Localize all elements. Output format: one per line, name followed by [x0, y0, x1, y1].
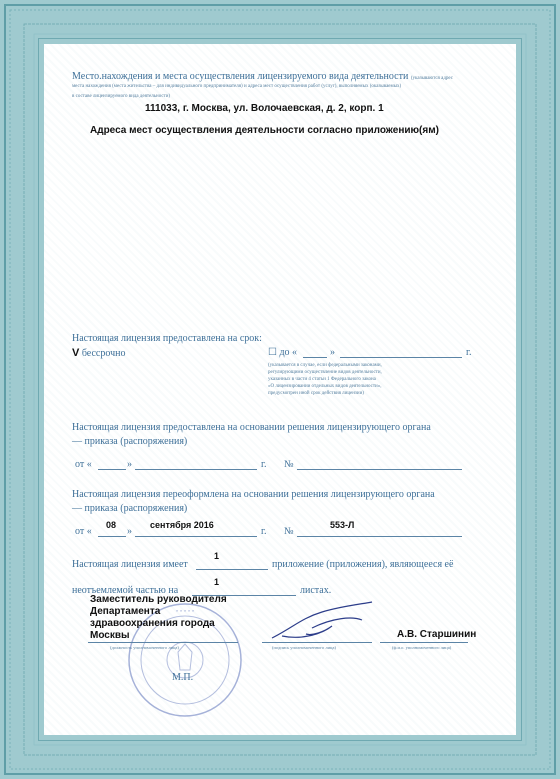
reissue-day-line [98, 536, 126, 537]
location-note-line2: места нахождения (места жительства – для индивидуального предпринимателя) и адреса мест осуществления работ (услуг), выполняемых (оказываемых) [72, 84, 402, 89]
signer-position-line1: Заместитель руководителя [90, 594, 227, 605]
name-caption: (ф.и.о. уполномоченного лица) [392, 645, 452, 650]
until-note-1: (указывается в случае, если федеральными законами, [268, 363, 382, 368]
position-caption: (должность уполномоченного лица) [110, 645, 179, 650]
signature-line [262, 642, 372, 643]
until-prefix: до « [279, 347, 298, 358]
license-address: 111033, г. Москва, ул. Волочаевская, д. 2, корп. 1 [145, 103, 384, 114]
reissue-date-mid: » [127, 526, 132, 537]
perpetual-checkbox-mark: V [72, 347, 80, 359]
reissue-line1: Настоящая лицензия переоформлена на основании решения лицензирующего органа [72, 489, 435, 500]
until-note-3: указанных в части 4 статьи 1 Федерального закона [268, 377, 376, 382]
basis-number-sign: № [284, 459, 294, 470]
reissue-number-line [297, 536, 462, 537]
until-mid: » [330, 347, 335, 358]
addresses-note: Адреса мест осуществления деятельности согласно приложению(ям) [90, 125, 439, 136]
until-note-2: регулирующими осуществление видов деятельности, [268, 370, 382, 375]
until-day-line [303, 357, 327, 358]
appendix-line1-suffix: приложение (приложения), являющееся её [272, 559, 454, 570]
basis-line2: — приказа (распоряжения) [72, 436, 188, 447]
until-checkbox: ☐ [268, 347, 277, 358]
signer-position-line3: здравоохранения города [90, 618, 215, 629]
basis-date-prefix: от « [75, 459, 92, 470]
appendix-count: 1 [214, 551, 220, 561]
location-heading-note: (указываются адрес [410, 76, 453, 81]
reissue-month-year: сентября 2016 [150, 520, 214, 530]
location-heading: Место.нахождения и места осуществления лицензируемого вида деятельности [72, 71, 409, 82]
basis-month-line [135, 469, 257, 470]
reissue-date-prefix: от « [75, 526, 92, 537]
basis-date-mid: » [127, 459, 132, 470]
name-line [380, 642, 468, 643]
handwritten-signature [262, 598, 382, 646]
term-heading: Настоящая лицензия предоставлена на срок: [72, 333, 262, 344]
appendix-line1-prefix: Настоящая лицензия имеет [72, 559, 188, 570]
reissue-number: 553-Л [330, 520, 355, 530]
signer-position-line2: Департамента [90, 606, 161, 617]
signer-position-line4: Москвы [90, 630, 130, 641]
until-note-5: предусмотрен иной срок действия лицензии) [268, 391, 364, 396]
signature-caption: (подпись уполномоченного лица) [272, 645, 336, 650]
svg-text:* * * * *: * * * * * [175, 610, 195, 616]
basis-number-line [297, 469, 462, 470]
position-line [88, 642, 238, 643]
reissue-year-suffix: г. [261, 526, 267, 537]
appendix-sheets: 1 [214, 577, 220, 587]
stamp-place-mark: М.П. [172, 672, 194, 683]
until-month-line [340, 357, 462, 358]
basis-year-suffix: г. [261, 459, 267, 470]
perpetual-label: бессрочно [81, 348, 126, 359]
appendix-line2-suffix: листах. [300, 585, 332, 596]
reissue-day: 08 [106, 520, 117, 530]
reissue-line2: — приказа (распоряжения) [72, 503, 188, 514]
reissue-month-line [135, 536, 257, 537]
until-suffix: г. [466, 347, 472, 358]
basis-line1: Настоящая лицензия предоставлена на основании решения лицензирующего органа [72, 422, 431, 433]
appendix-line2-prefix: неотъемлемой частью на [72, 585, 179, 596]
appendix-count-line [196, 569, 268, 570]
basis-day-line [98, 469, 126, 470]
signer-name: А.В. Старшинин [397, 629, 477, 640]
until-note-4: «О лицензировании отдельных видов деятельности», [268, 384, 382, 389]
location-note-line3: в составе лицензируемого вида деятельности) [72, 94, 171, 99]
reissue-number-sign: № [284, 526, 294, 537]
